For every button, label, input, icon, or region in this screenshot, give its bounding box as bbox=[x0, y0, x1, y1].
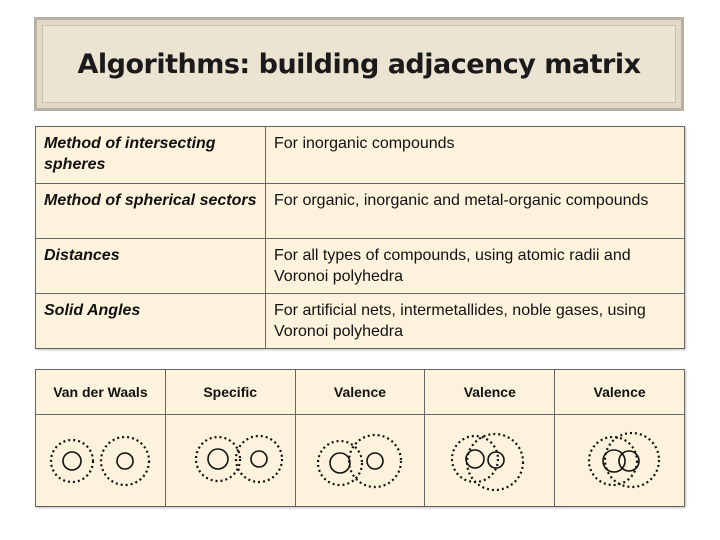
table-row bbox=[36, 127, 685, 184]
table-row bbox=[36, 415, 685, 507]
diagram-cell bbox=[425, 415, 555, 507]
table-row bbox=[36, 184, 685, 239]
contact-type-header: Van der Waals bbox=[36, 370, 166, 415]
table-row bbox=[36, 294, 685, 349]
non-overlapping-spheres-icon bbox=[45, 426, 155, 496]
contact-types-table bbox=[35, 369, 685, 507]
diagram-cell bbox=[555, 415, 685, 507]
contact-type-header: Valence bbox=[425, 370, 555, 415]
title-box bbox=[34, 17, 684, 111]
method-name: Method of spherical sectors bbox=[36, 184, 266, 239]
table-header-row bbox=[36, 370, 685, 415]
method-name: Solid Angles bbox=[36, 294, 266, 349]
method-description: For artificial nets, intermetallides, noble gases, using Voronoi polyhedra bbox=[266, 294, 685, 349]
touching-spheres-icon bbox=[175, 426, 285, 496]
overlapping-spheres-icon bbox=[435, 426, 545, 496]
table-row bbox=[36, 239, 685, 294]
diagram-cell bbox=[36, 415, 166, 507]
contact-type-header: Specific bbox=[165, 370, 295, 415]
method-name: Method of intersecting spheres bbox=[36, 127, 266, 184]
page-title: Algorithms: building adjacency matrix bbox=[77, 48, 641, 80]
diagram-cell bbox=[165, 415, 295, 507]
contact-type-header: Valence bbox=[295, 370, 425, 415]
slightly-overlapping-spheres-icon bbox=[305, 426, 415, 496]
method-description: For organic, inorganic and metal-organic compounds bbox=[266, 184, 685, 239]
method-description: For inorganic compounds bbox=[266, 127, 685, 184]
strongly-overlapping-spheres-icon bbox=[565, 426, 675, 496]
diagram-cell bbox=[295, 415, 425, 507]
contact-type-header: Valence bbox=[555, 370, 685, 415]
method-name: Distances bbox=[36, 239, 266, 294]
methods-table bbox=[35, 126, 685, 349]
method-description: For all types of compounds, using atomic radii and Voronoi polyhedra bbox=[266, 239, 685, 294]
